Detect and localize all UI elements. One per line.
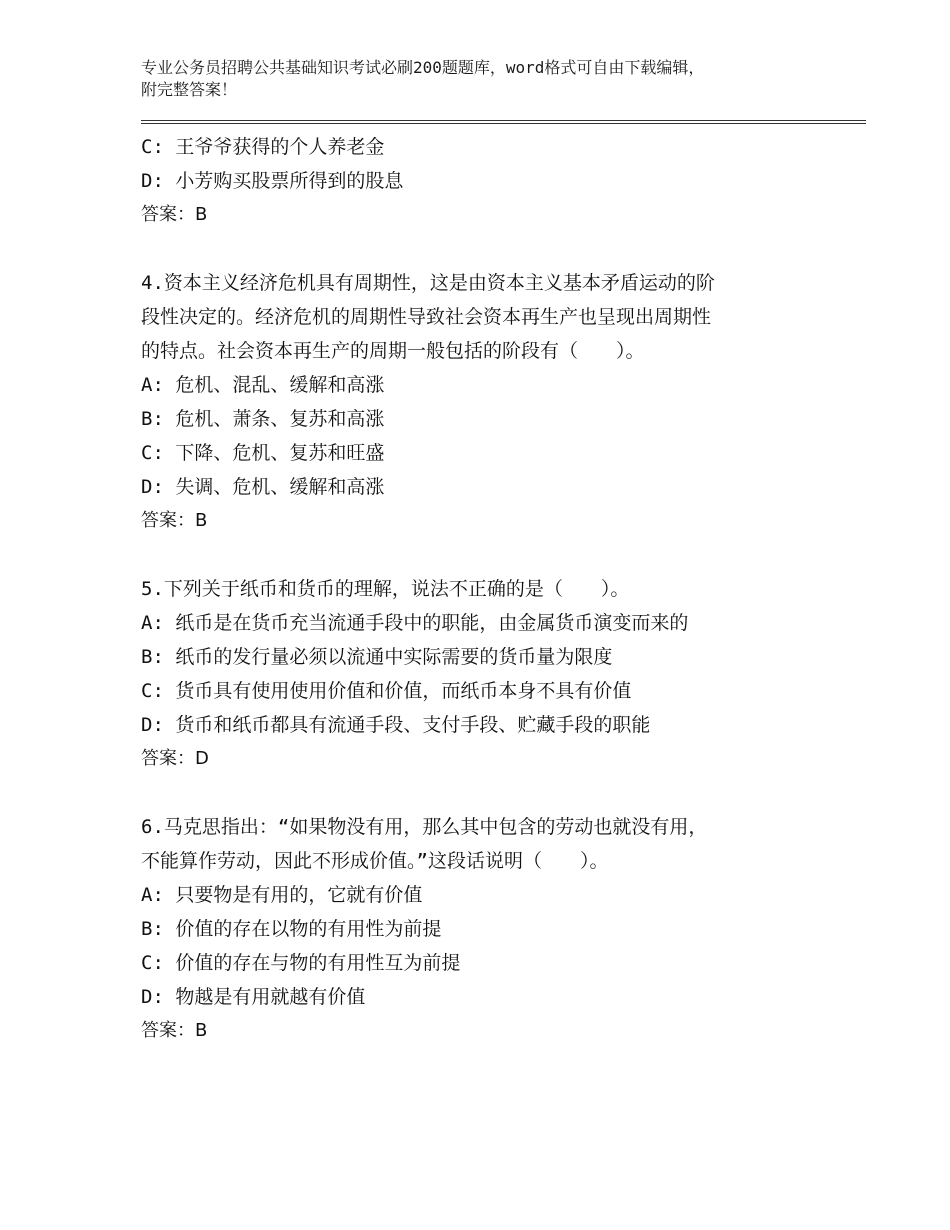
page-header xyxy=(141,57,821,101)
option-d: D: 货币和纸币都具有流通手段、支付手段、贮藏手段的职能 xyxy=(141,714,651,736)
question-5 xyxy=(141,572,801,776)
question-text-line: 不能算作劳动，因此不形成价值。”这段话说明（ ）。 xyxy=(141,850,609,872)
question-text-line: 的特点。社会资本再生产的周期一般包括的阶段有（ ）。 xyxy=(141,340,645,362)
option-a: A: 纸币是在货币充当流通手段中的职能，由金属货币演变而来的 xyxy=(141,612,689,634)
answer: 答案：B xyxy=(141,204,208,225)
question-text-line: 4.资本主义经济危机具有周期性，这是由资本主义基本矛盾运动的阶 xyxy=(141,272,715,294)
option-c: C: 下降、危机、复苏和旺盛 xyxy=(141,442,385,464)
option-b: B: 价值的存在以物的有用性为前提 xyxy=(141,918,442,940)
option-b: B: 危机、萧条、复苏和高涨 xyxy=(141,408,385,430)
prev-question-tail xyxy=(141,130,821,232)
option-c: C: 货币具有使用使用价值和价值，而纸币本身不具有价值 xyxy=(141,680,632,702)
document-body xyxy=(141,130,821,1048)
question-4 xyxy=(141,266,801,538)
option-a: A: 危机、混乱、缓解和高涨 xyxy=(141,374,385,396)
question-text-line: 5.下列关于纸币和货币的理解，说法不正确的是（ ）。 xyxy=(141,578,630,600)
header-line-1: 专业公务员招聘公共基础知识考试必刷200题题库，word格式可自由下载编辑， xyxy=(141,58,705,77)
question-6 xyxy=(141,810,801,1048)
option-a: A: 只要物是有用的，它就有价值 xyxy=(141,884,423,906)
answer: 答案：B xyxy=(141,510,208,531)
option-d: D: 小芳购买股票所得到的股息 xyxy=(141,170,404,192)
question-text-line: 6.马克思指出：“如果物没有用，那么其中包含的劳动也就没有用， xyxy=(141,816,708,838)
header-line-2: 附完整答案！ xyxy=(141,80,238,99)
header-divider xyxy=(141,120,866,125)
answer: 答案：B xyxy=(141,1020,208,1041)
option-b: B: 纸币的发行量必须以流通中实际需要的货币量为限度 xyxy=(141,646,613,668)
answer: 答案：D xyxy=(141,748,209,769)
option-c: C: 王爷爷获得的个人养老金 xyxy=(141,136,385,158)
option-c: C: 价值的存在与物的有用性互为前提 xyxy=(141,952,461,974)
option-d: D: 物越是有用就越有价值 xyxy=(141,986,366,1008)
question-text-line: 段性决定的。经济危机的周期性导致社会资本再生产也呈现出周期性 xyxy=(141,306,712,328)
option-d: D: 失调、危机、缓解和高涨 xyxy=(141,476,385,498)
